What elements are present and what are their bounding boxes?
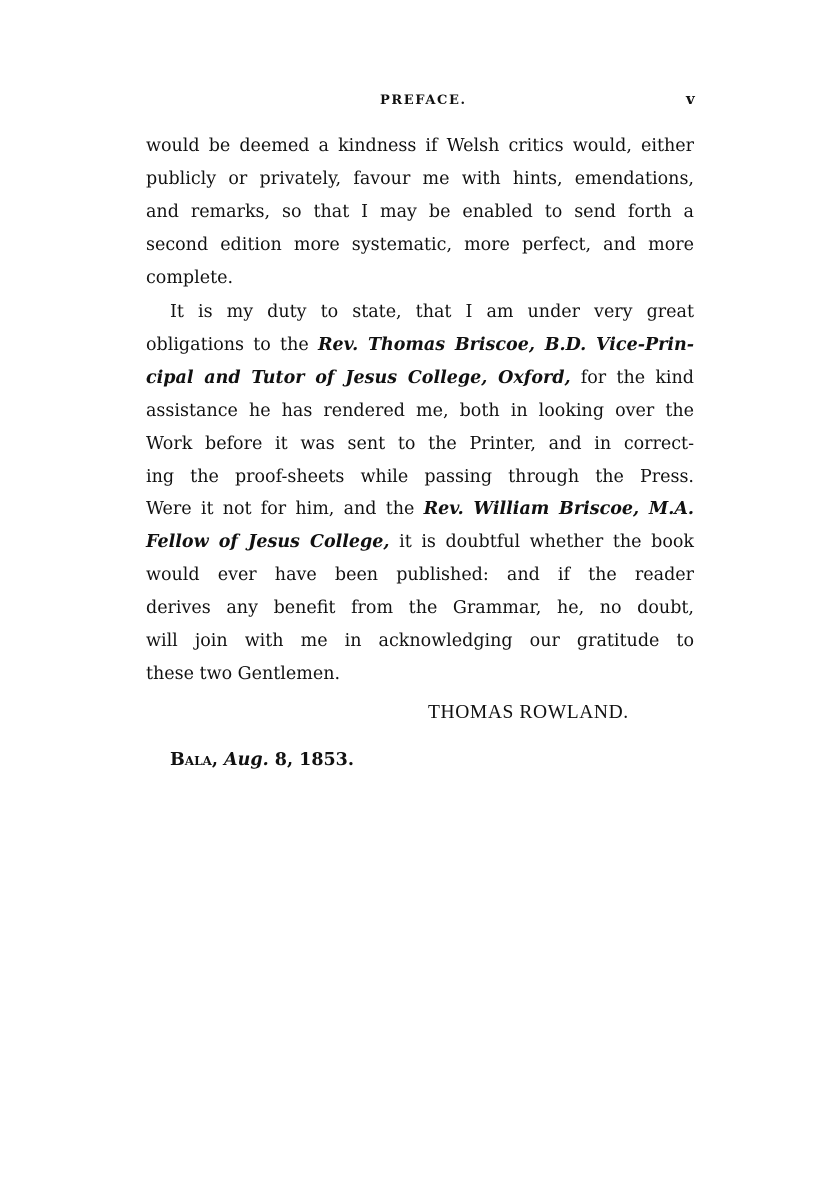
author-signature: THOMAS ROWLAND. [428, 702, 629, 723]
text-segment: Were it not for him, and the [146, 499, 424, 520]
text-line: publicly or privately, favour me with hints, emendations, [146, 168, 694, 189]
text-segment: it is doubtful whether the book [389, 532, 694, 553]
text-segment: for the kind [570, 367, 694, 388]
text-line: assistance he has rendered me, both in looking over the [146, 400, 694, 421]
italic-name: Rev. William Briscoe, M.A. [423, 499, 695, 520]
text-line [146, 526, 694, 559]
running-title: PREFACE. [380, 93, 467, 108]
text-segment: obligations to the [146, 334, 318, 355]
date-month: Aug. [224, 750, 269, 770]
paragraph-2 [146, 296, 694, 691]
text-line: would be deemed a kindness if Welsh critics would, either [146, 136, 694, 156]
italic-name: Rev. Thomas Briscoe, B.D. Vice-Prin- [317, 334, 694, 355]
place-name: Bala, [170, 750, 218, 770]
text-line [146, 362, 694, 395]
text-line: Work before it was sent to the Printer, and in correct- [146, 433, 694, 454]
paragraph-1 [146, 130, 694, 295]
italic-name: Fellow of Jesus College, [146, 532, 390, 553]
text-line: would ever have been published: and if the reader [146, 565, 694, 586]
text-line: ing the proof-sheets while passing through the Press. [146, 466, 694, 487]
text-line: derives any benefit from the Grammar, he, no doubt, [146, 598, 694, 619]
date-day-year: 8, 1853. [268, 750, 354, 770]
dateline [170, 750, 354, 770]
text-line: these two Gentlemen. [146, 663, 341, 684]
text-line: will join with me in acknowledging our gratitude to [146, 631, 694, 652]
page-number: v [686, 90, 695, 108]
italic-name: cipal and Tutor of Jesus College, Oxford, [146, 367, 571, 388]
text-line [146, 493, 694, 526]
text-line [146, 329, 694, 362]
text-line: second edition more systematic, more perfect, and more [146, 234, 694, 255]
text-line: It is my duty to state, that I am under very great [170, 302, 694, 322]
text-line: and remarks, so that I may be enabled to send forth a [146, 201, 694, 222]
text-line: complete. [146, 267, 234, 288]
